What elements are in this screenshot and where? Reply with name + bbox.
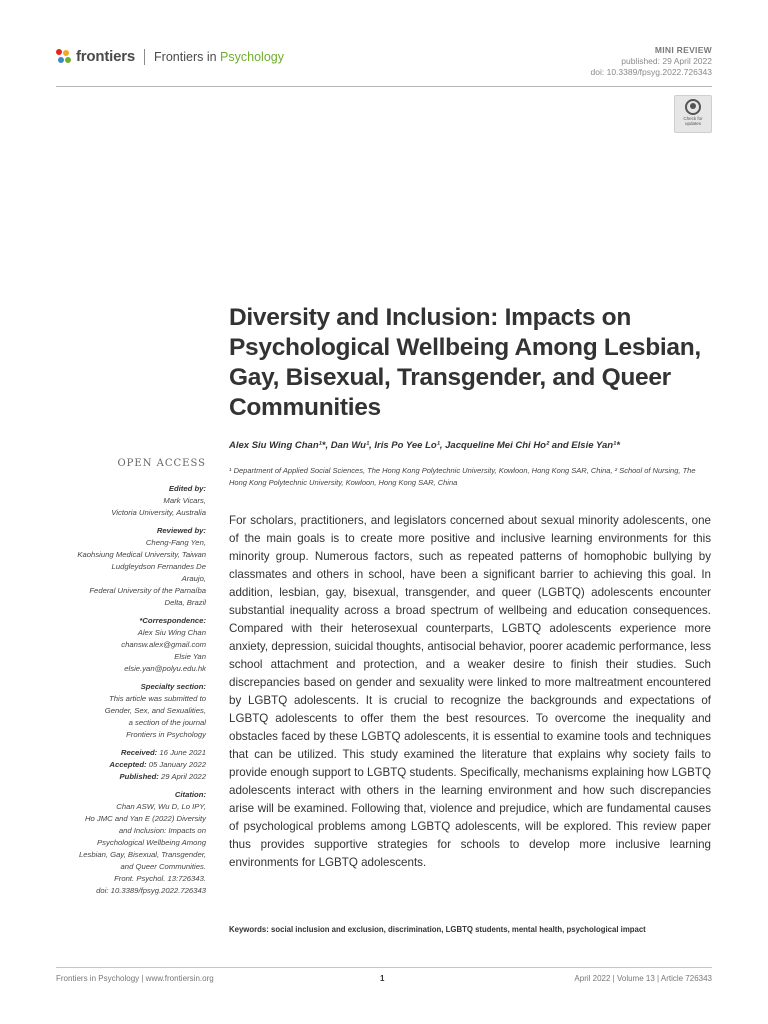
correspondence-label: *Correspondence:	[139, 616, 206, 625]
correspondent-name: Alex Siu Wing Chan	[137, 628, 206, 637]
specialty-line: This article was submitted to	[109, 694, 206, 703]
logo-divider	[144, 49, 145, 65]
specialty-line: Frontiers in Psychology	[126, 730, 206, 739]
correspondent-name: Elsie Yan	[174, 652, 206, 661]
reviewer-line: Federal University of the Parnaíba	[89, 586, 206, 595]
footer-issue-info: April 2022 | Volume 13 | Article 726343	[574, 974, 712, 983]
article-doi[interactable]: doi: 10.3389/fpsyg.2022.726343	[590, 67, 712, 77]
affiliations: ¹ Department of Applied Social Sciences, The Hong Kong Polytechnic University, Kowloon, Hong Kong SAR, China, ² School of Nursing, The Hong Kong Polytechnic University, Kowloon, Hong Kong SAR, China	[229, 466, 696, 487]
open-access-label: OPEN ACCESS	[117, 458, 206, 469]
citation-line: Front. Psychol. 13:726343.	[114, 874, 206, 883]
check-for-updates-button[interactable]	[674, 95, 712, 133]
reviewer-line: Ludgleydson Fernandes De	[111, 562, 206, 571]
citation-line: and Inclusion: Impacts on	[118, 826, 206, 835]
citation-line: Ho JMC and Yan E (2022) Diversity	[84, 814, 206, 823]
editor-name: Mark Vicars,	[163, 496, 206, 505]
published-date-sidebar: Published: 29 April 2022	[119, 772, 206, 781]
sidebar-info	[40, 483, 206, 897]
reviewer-line: Araujo,	[181, 574, 206, 583]
page-number: 1	[380, 974, 385, 983]
frontiers-logo-icon	[56, 49, 72, 65]
citation-line: Psychological Wellbeing Among	[97, 838, 206, 847]
citation-line: and Queer Communities.	[120, 862, 206, 871]
specialty-line: Gender, Sex, and Sexualities,	[104, 706, 206, 715]
reviewed-by-label: Reviewed by:	[156, 526, 206, 535]
check-updates-icon	[685, 99, 701, 115]
keywords: Keywords: social inclusion and exclusion, discrimination, LGBTQ students, mental health, psychological impact	[229, 925, 646, 934]
editor-affiliation: Victoria University, Australia	[111, 508, 206, 517]
footer-divider	[56, 967, 712, 968]
header-divider	[56, 86, 712, 87]
citation-doi[interactable]: doi: 10.3389/fpsyg.2022.726343	[96, 886, 206, 895]
edited-by-label: Edited by:	[168, 484, 206, 493]
citation-line: Chan ASW, Wu D, Lo IPY,	[116, 802, 206, 811]
specialty-label: Specialty section:	[140, 682, 206, 691]
journal-logo[interactable]	[56, 48, 284, 65]
reviewer-line: Delta, Brazil	[164, 598, 206, 607]
abstract-text: For scholars, practitioners, and legislators concerned about sexual minority adolescents, one of the main goals is to create more positive and inclusive learning environments for this minority group. Numerous factors, such as repeated patterns of homophobic bullying by classmates and others in school, have been a significant barrier to achieving this goal. In addition, lesbian, gay, bisexual, transgender, and queer (LGBTQ) adolescents encounter substantial inequality across a broad spectrum of wellbeing and education consequences. Compared with their heterosexual counterparts, LGBTQ adolescents experience more anxiety, depression, suicidal thoughts, antisocial behavior, poorer academic performance, less school attachment and protection, and a weaker desire to finish their studies. Such discrepancies based on gender and sexuality were linked to more maltreatment encountered by LGBTQ adolescents. It is crucial to recognize the backgrounds and expectations of LGBTQ adolescents to offer them the best resources. To overcome the inequality and obstacles faced by these LGBTQ adolescents, it is essential to examine tools and techniques that can be utilized. This study examined the literature that explains why society fails to provide enough support to LGBTQ students. Specifically, mechanisms explaining how LGBTQ adolescents interact with others in the learning environment and how such discrepancies arise will be examined. Following that, violence and prejudice, which are fundamental causes of psychological problems among LGBTQ adolescents, will be explored. This review paper thus provides supportive strategies for schools to develop more inclusive learning environments for LGBTQ adolescents.	[229, 514, 711, 869]
citation-line: Lesbian, Gay, Bisexual, Transgender,	[78, 850, 206, 859]
article-title: Diversity and Inclusion: Impacts on Psychological Wellbeing Among Lesbian, Gay, Bisexual, Transgender, and Queer Communities	[229, 304, 701, 421]
brand-name: frontiers	[76, 48, 136, 65]
check-updates-label: Check for updates	[683, 116, 703, 126]
article-meta	[591, 45, 712, 78]
received-date: Received: 16 June 2021	[120, 748, 206, 757]
specialty-line: a section of the journal	[128, 718, 206, 727]
footer-journal-link[interactable]: Frontiers in Psychology | www.frontiersin.org	[56, 974, 214, 983]
reviewer-line: Kaohsiung Medical University, Taiwan	[77, 550, 206, 559]
article-type: MINI REVIEW	[654, 45, 712, 55]
citation-label: Citation:	[174, 790, 206, 799]
published-date: published: 29 April 2022	[621, 56, 712, 66]
reviewer-line: Cheng-Fang Yen,	[145, 538, 206, 547]
author-list: Alex Siu Wing Chan¹*, Dan Wu¹, Iris Po Yee Lo¹, Jacqueline Mei Chi Ho² and Elsie Yan¹*	[229, 440, 620, 451]
accepted-date: Accepted: 05 January 2022	[109, 760, 206, 769]
correspondent-email[interactable]: chansw.alex@gmail.com	[121, 640, 206, 649]
journal-name: Frontiers in Psychology	[154, 49, 284, 64]
correspondent-email[interactable]: elsie.yan@polyu.edu.hk	[124, 664, 206, 673]
